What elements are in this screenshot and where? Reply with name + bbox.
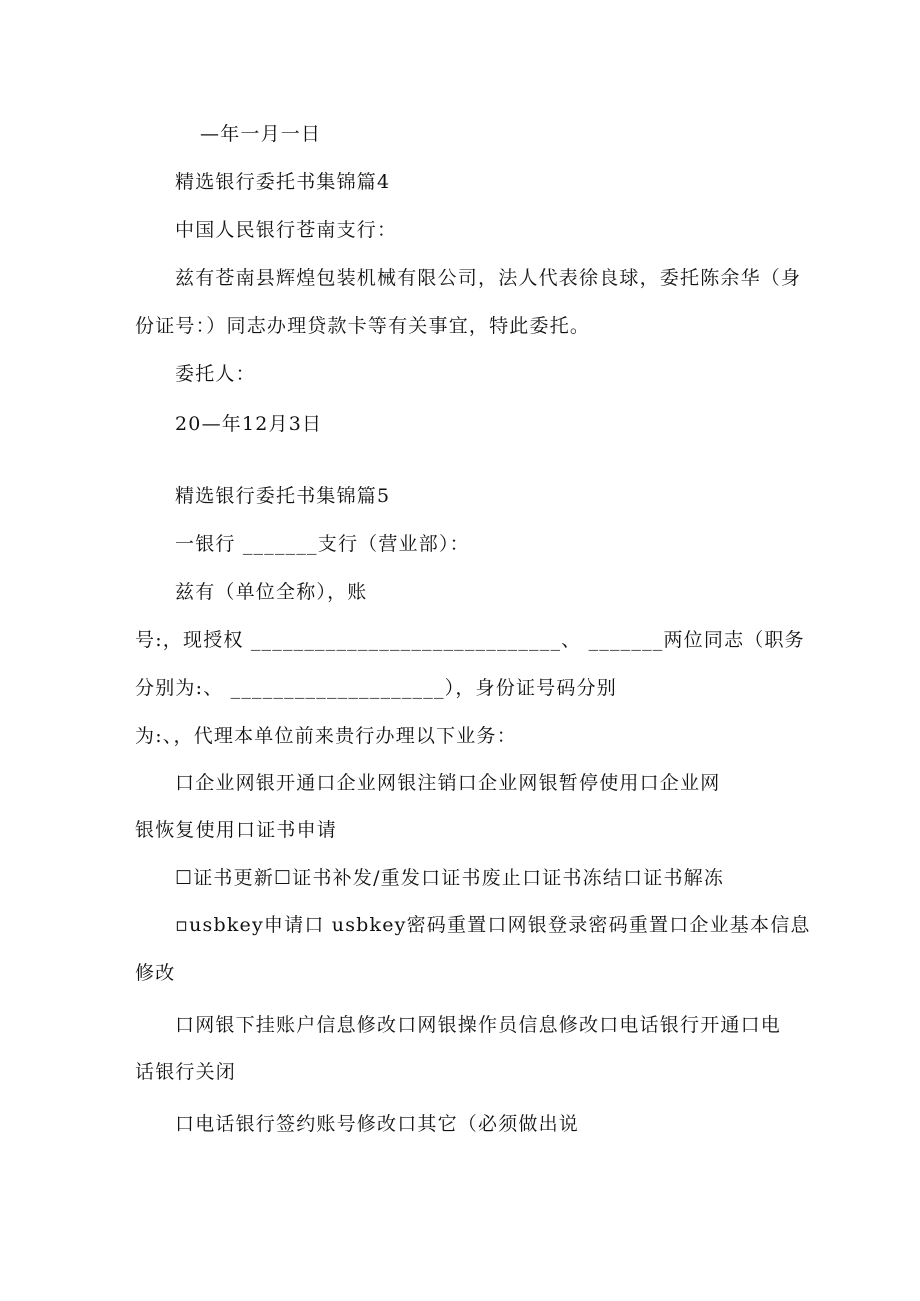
- date-line: 20—年12月3日: [175, 413, 323, 435]
- section-heading-5: 精选银行委托书集锦篇5: [175, 485, 391, 507]
- service-options-line: ▫usbkey申请口 usbkey密码重置口网银登录密码重置口企业基本信息: [175, 914, 811, 936]
- service-options-line: 口企业网银开通口企业网银注销口企业网银暂停使用口企业网: [175, 772, 721, 794]
- body-line: 分别为:、 ____________________），身份证号码分别: [135, 677, 617, 699]
- principal-label: 委托人：: [175, 363, 256, 385]
- body-line: 为:、，代理本单位前来贵行办理以下业务：: [135, 725, 517, 747]
- service-options-line: 口网银下挂账户信息修改口网银操作员信息修改口电话银行开通口电: [175, 1014, 782, 1036]
- service-options-line: 修改: [135, 962, 176, 984]
- body-line: 兹有苍南县辉煌包装机械有限公司，法人代表徐良球，委托陈余华（身: [175, 267, 802, 289]
- service-options-line: ☐证书更新☐证书补发/重发口证书废止口证书冻结口证书解冻: [175, 867, 725, 889]
- body-line: 份证号：）同志办理贷款卡等有关事宜，特此委托。: [135, 315, 591, 337]
- addressee: 中国人民银行苍南支行：: [175, 219, 398, 241]
- body-line: 兹有（单位全称），账: [175, 581, 368, 603]
- service-options-line: 口电话银行签约账号修改口其它（必须做出说: [175, 1113, 580, 1135]
- service-options-line: 银恢复使用口证书申请: [135, 819, 338, 841]
- date-line: —年一月一日: [200, 123, 322, 145]
- service-options-line: 话银行关闭: [135, 1061, 237, 1083]
- section-heading-4: 精选银行委托书集锦篇4: [175, 171, 391, 193]
- body-line: 号:，现授权 _____________________________、 _______两位同志（职务: [135, 629, 805, 651]
- addressee: 一银行 _______支行（营业部）：: [175, 533, 470, 555]
